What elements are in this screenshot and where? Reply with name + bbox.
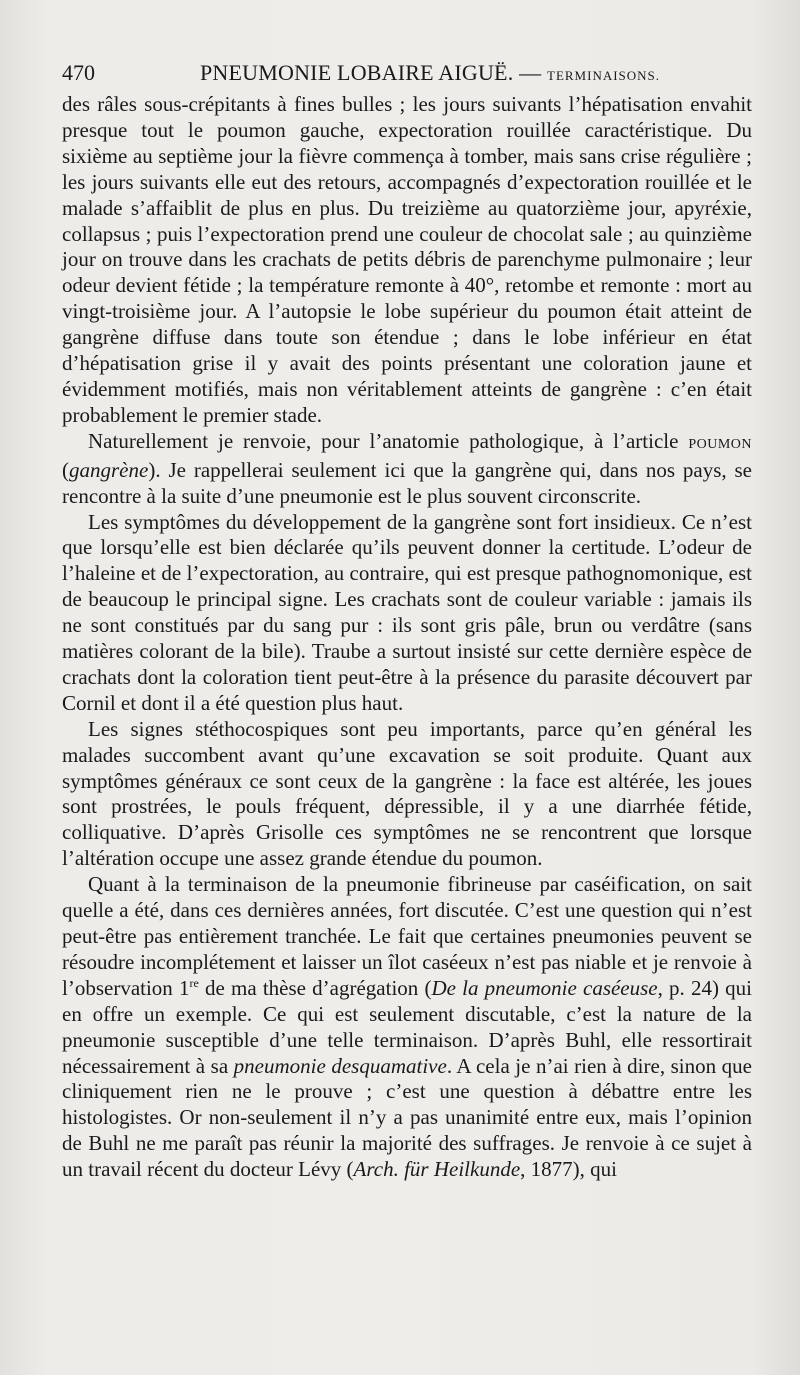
text-segment: ). Je rappellerai seulement ici que la gangrène qui, dans nos pays, se rencontre à la suite d’une pneumonie est le plus souvent circonscrite.	[62, 457, 752, 508]
text-segment: (	[62, 457, 69, 482]
running-title-section: TERMINAISONS.	[547, 68, 661, 83]
text-segment: des râles sous-crépitants à fines bulles ; les jours suivants l’hépatisation envahit presque tout le poumon gauche, expectoration rouillée caractéristique. Du sixième au septième jour la fièvre commença à tomber, mais sans crise régulière ; les jours suivants elle eut des retours, accompagnés d’expectoration rouillée et le malade s’affaiblit de plus en plus. Du treizième au quatorzième jour, apyréxie, collapsus ; puis l’expectoration prend une couleur de chocolat sale ; au quinzième jour on trouve dans les crachats de petits débris de parenchyme pulmonaire ; leur odeur devient fétide ; la température remonte à 40°, retombe et remonte : mort au vingt-troisième jour. A l’autopsie le lobe supérieur du poumon était atteint de gangrène diffuse dans toute son étendue ; dans le lobe inférieur en état d’hépatisation grise il y avait des points présentant une coloration jaune et évidemment motifiés, mais non véritablement atteints de gangrène : c’en était probablement le premier stade.	[62, 92, 752, 427]
text-segment: De la pneumonie caséeuse	[431, 975, 658, 1000]
text-segment: de ma thèse d’agrégation (	[198, 975, 432, 1000]
paragraph-2	[62, 429, 752, 510]
running-title	[200, 58, 660, 91]
paragraph-3	[62, 510, 752, 717]
text-segment: POUMON	[688, 436, 752, 452]
text-segment: pneumonie desquamative	[233, 1053, 447, 1078]
text-segment: Les symptômes du développement de la gangrène sont fort insidieux. Ce n’est que lorsqu’elle est bien déclarée qu’ils peuvent donner la certitude. L’odeur de l’haleine et de l’expectoration, au contraire, qui est presque pathognomonique, est de beaucoup le principal signe. Les crachats sont de couleur variable : jamais ils ne sont constitués par du sang pur : ils sont gris pâle, brun ou verdâtre (sans matières colorant de la bile). Traube a surtout insisté sur cette dernière espèce de crachats dont la coloration tient peut-être à la présence du parasite découvert par Cornil et dont il a été question plus haut.	[62, 509, 752, 715]
text-segment: Arch. für Heilkunde	[353, 1157, 521, 1182]
running-header	[62, 58, 752, 88]
page-number: 470	[62, 60, 95, 85]
text-segment: . A cela je n’ai rien à dire, sinon que cliniquement rien ne le prouve ; c’est une question à débattre entre les histologistes. Or non-seulement il n’y a pas unanimité entre eux, mais l’opinion de Buhl ne me paraît pas réunir la majorité des suffrages. Je renvoie à ce sujet à un travail récent du docteur Lévy (	[62, 1053, 752, 1182]
text-segment: gangrène	[69, 457, 149, 482]
body-text	[62, 92, 752, 1183]
running-title-main: PNEUMONIE LOBAIRE AIGUË. —	[200, 60, 542, 85]
text-segment: , 1877), qui	[520, 1157, 617, 1182]
text-segment: , p. 24) qui en offre un exemple. Ce qui est seulement discutable, c’est la nature de la pneumonie susceptible d’une telle terminaison. D’après Buhl, elle ressortirait nécessairement à sa	[62, 975, 752, 1078]
text-segment: re	[189, 975, 199, 990]
text-segment: Les signes stéthocospiques sont peu importants, parce qu’en général les malades succombent avant qu’une excavation se soit produite. Quant aux symptômes généraux ce sont ceux de la gangrène : la face est altérée, les joues sont prostrées, le pouls fréquent, dépressible, il y a une diarrhée fétide, colliquative. D’après Grisolle ces symptômes ne se rencontrent que lorsque l’altération occupe une assez grande étendue du poumon.	[62, 716, 752, 871]
paragraph-4	[62, 717, 752, 872]
text-segment: Quant à la terminaison de la pneumonie fibrineuse par caséification, on sait quelle a été, dans ces dernières années, fort discutée. C’est une question qui n’est peut-être pas entièrement tranchée. Le fait que certaines pneumonies peuvent se résoudre incomplétement et laisser un îlot caséeux n’est pas niable et je renvoie à l’observation 1	[62, 872, 752, 1000]
paragraph-5	[62, 872, 752, 1183]
text-segment: Naturellement je renvoie, pour l’anatomie pathologique, à l’article	[88, 428, 689, 453]
paragraph-1	[62, 92, 752, 429]
